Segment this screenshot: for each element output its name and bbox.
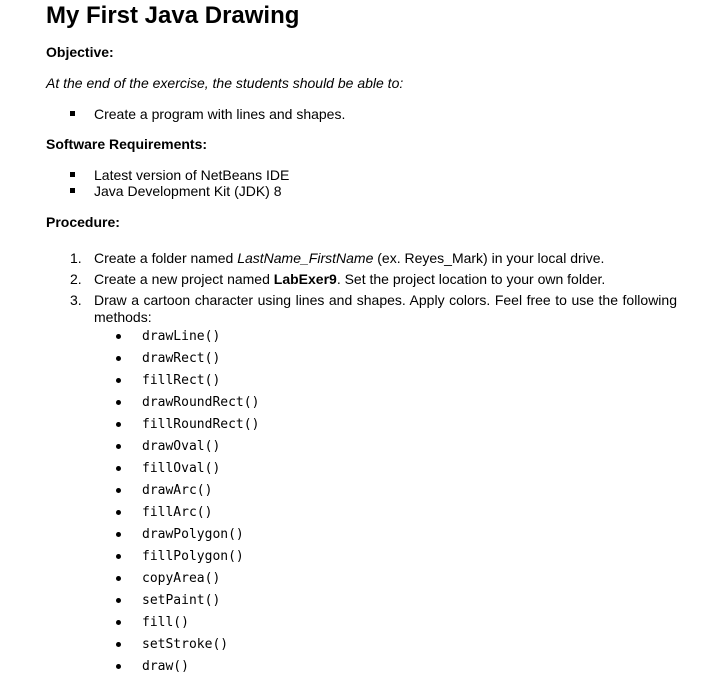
method-name: fillPolygon() xyxy=(142,549,244,564)
round-bullet-icon xyxy=(116,400,121,405)
step-text-part: (ex. Reyes_Mark) in your local drive. xyxy=(373,250,605,266)
method-name: drawRoundRect() xyxy=(142,395,260,410)
objective-heading: Objective: xyxy=(46,44,114,60)
round-bullet-icon xyxy=(116,554,121,559)
step-text: Draw a cartoon character using lines and shapes. Apply colors. Feel free to use the following methods: xyxy=(94,292,677,325)
page-title: My First Java Drawing xyxy=(46,2,300,29)
step-text-part: Create a new project named xyxy=(94,271,274,287)
round-bullet-icon xyxy=(116,620,121,625)
step-number: 1. xyxy=(70,250,82,266)
method-name: fillArc() xyxy=(142,505,213,520)
step-folder-name: LastName_FirstName xyxy=(237,250,374,266)
round-bullet-icon xyxy=(116,664,121,669)
round-bullet-icon xyxy=(116,642,121,647)
round-bullet-icon xyxy=(116,598,121,603)
method-name: drawRect() xyxy=(142,351,221,366)
round-bullet-icon xyxy=(116,510,121,515)
software-item-text: Latest version of NetBeans IDE xyxy=(94,167,290,183)
round-bullet-icon xyxy=(116,422,121,427)
step-number: 2. xyxy=(70,271,82,287)
software-heading: Software Requirements: xyxy=(46,136,208,152)
software-item-text: Java Development Kit (JDK) 8 xyxy=(94,183,282,199)
round-bullet-icon xyxy=(116,466,121,471)
step-text-part: . Set the project location to your own folder. xyxy=(336,271,606,287)
round-bullet-icon xyxy=(116,532,121,537)
method-name: fillRoundRect() xyxy=(142,417,260,432)
procedure-step-3 xyxy=(70,292,677,326)
method-name: drawPolygon() xyxy=(142,527,244,542)
method-name: fill() xyxy=(142,615,189,630)
square-bullet-icon xyxy=(70,111,75,116)
procedure-step-2 xyxy=(70,271,677,288)
procedure-heading: Procedure: xyxy=(46,214,120,230)
step-number: 3. xyxy=(70,292,82,308)
objective-intro: At the end of the exercise, the students should be able to: xyxy=(46,75,404,91)
method-name: drawArc() xyxy=(142,483,213,498)
square-bullet-icon xyxy=(70,172,75,177)
objective-item-text: Create a program with lines and shapes. xyxy=(94,106,346,122)
step-text xyxy=(94,250,677,267)
procedure-step-1 xyxy=(70,250,677,267)
round-bullet-icon xyxy=(116,444,121,449)
round-bullet-icon xyxy=(116,378,121,383)
method-name: setPaint() xyxy=(142,593,221,608)
method-name: draw() xyxy=(142,659,189,674)
method-name: drawLine() xyxy=(142,329,221,344)
method-name: fillOval() xyxy=(142,461,221,476)
step-project-name: LabExer9 xyxy=(273,271,337,287)
round-bullet-icon xyxy=(116,576,121,581)
method-name: fillRect() xyxy=(142,373,221,388)
method-name: setStroke() xyxy=(142,637,229,652)
method-name: copyArea() xyxy=(142,571,221,586)
square-bullet-icon xyxy=(70,188,75,193)
round-bullet-icon xyxy=(116,334,121,339)
method-name: drawOval() xyxy=(142,439,221,454)
round-bullet-icon xyxy=(116,488,121,493)
round-bullet-icon xyxy=(116,356,121,361)
step-text xyxy=(94,271,677,288)
step-text-part: Create a folder named xyxy=(94,250,238,266)
